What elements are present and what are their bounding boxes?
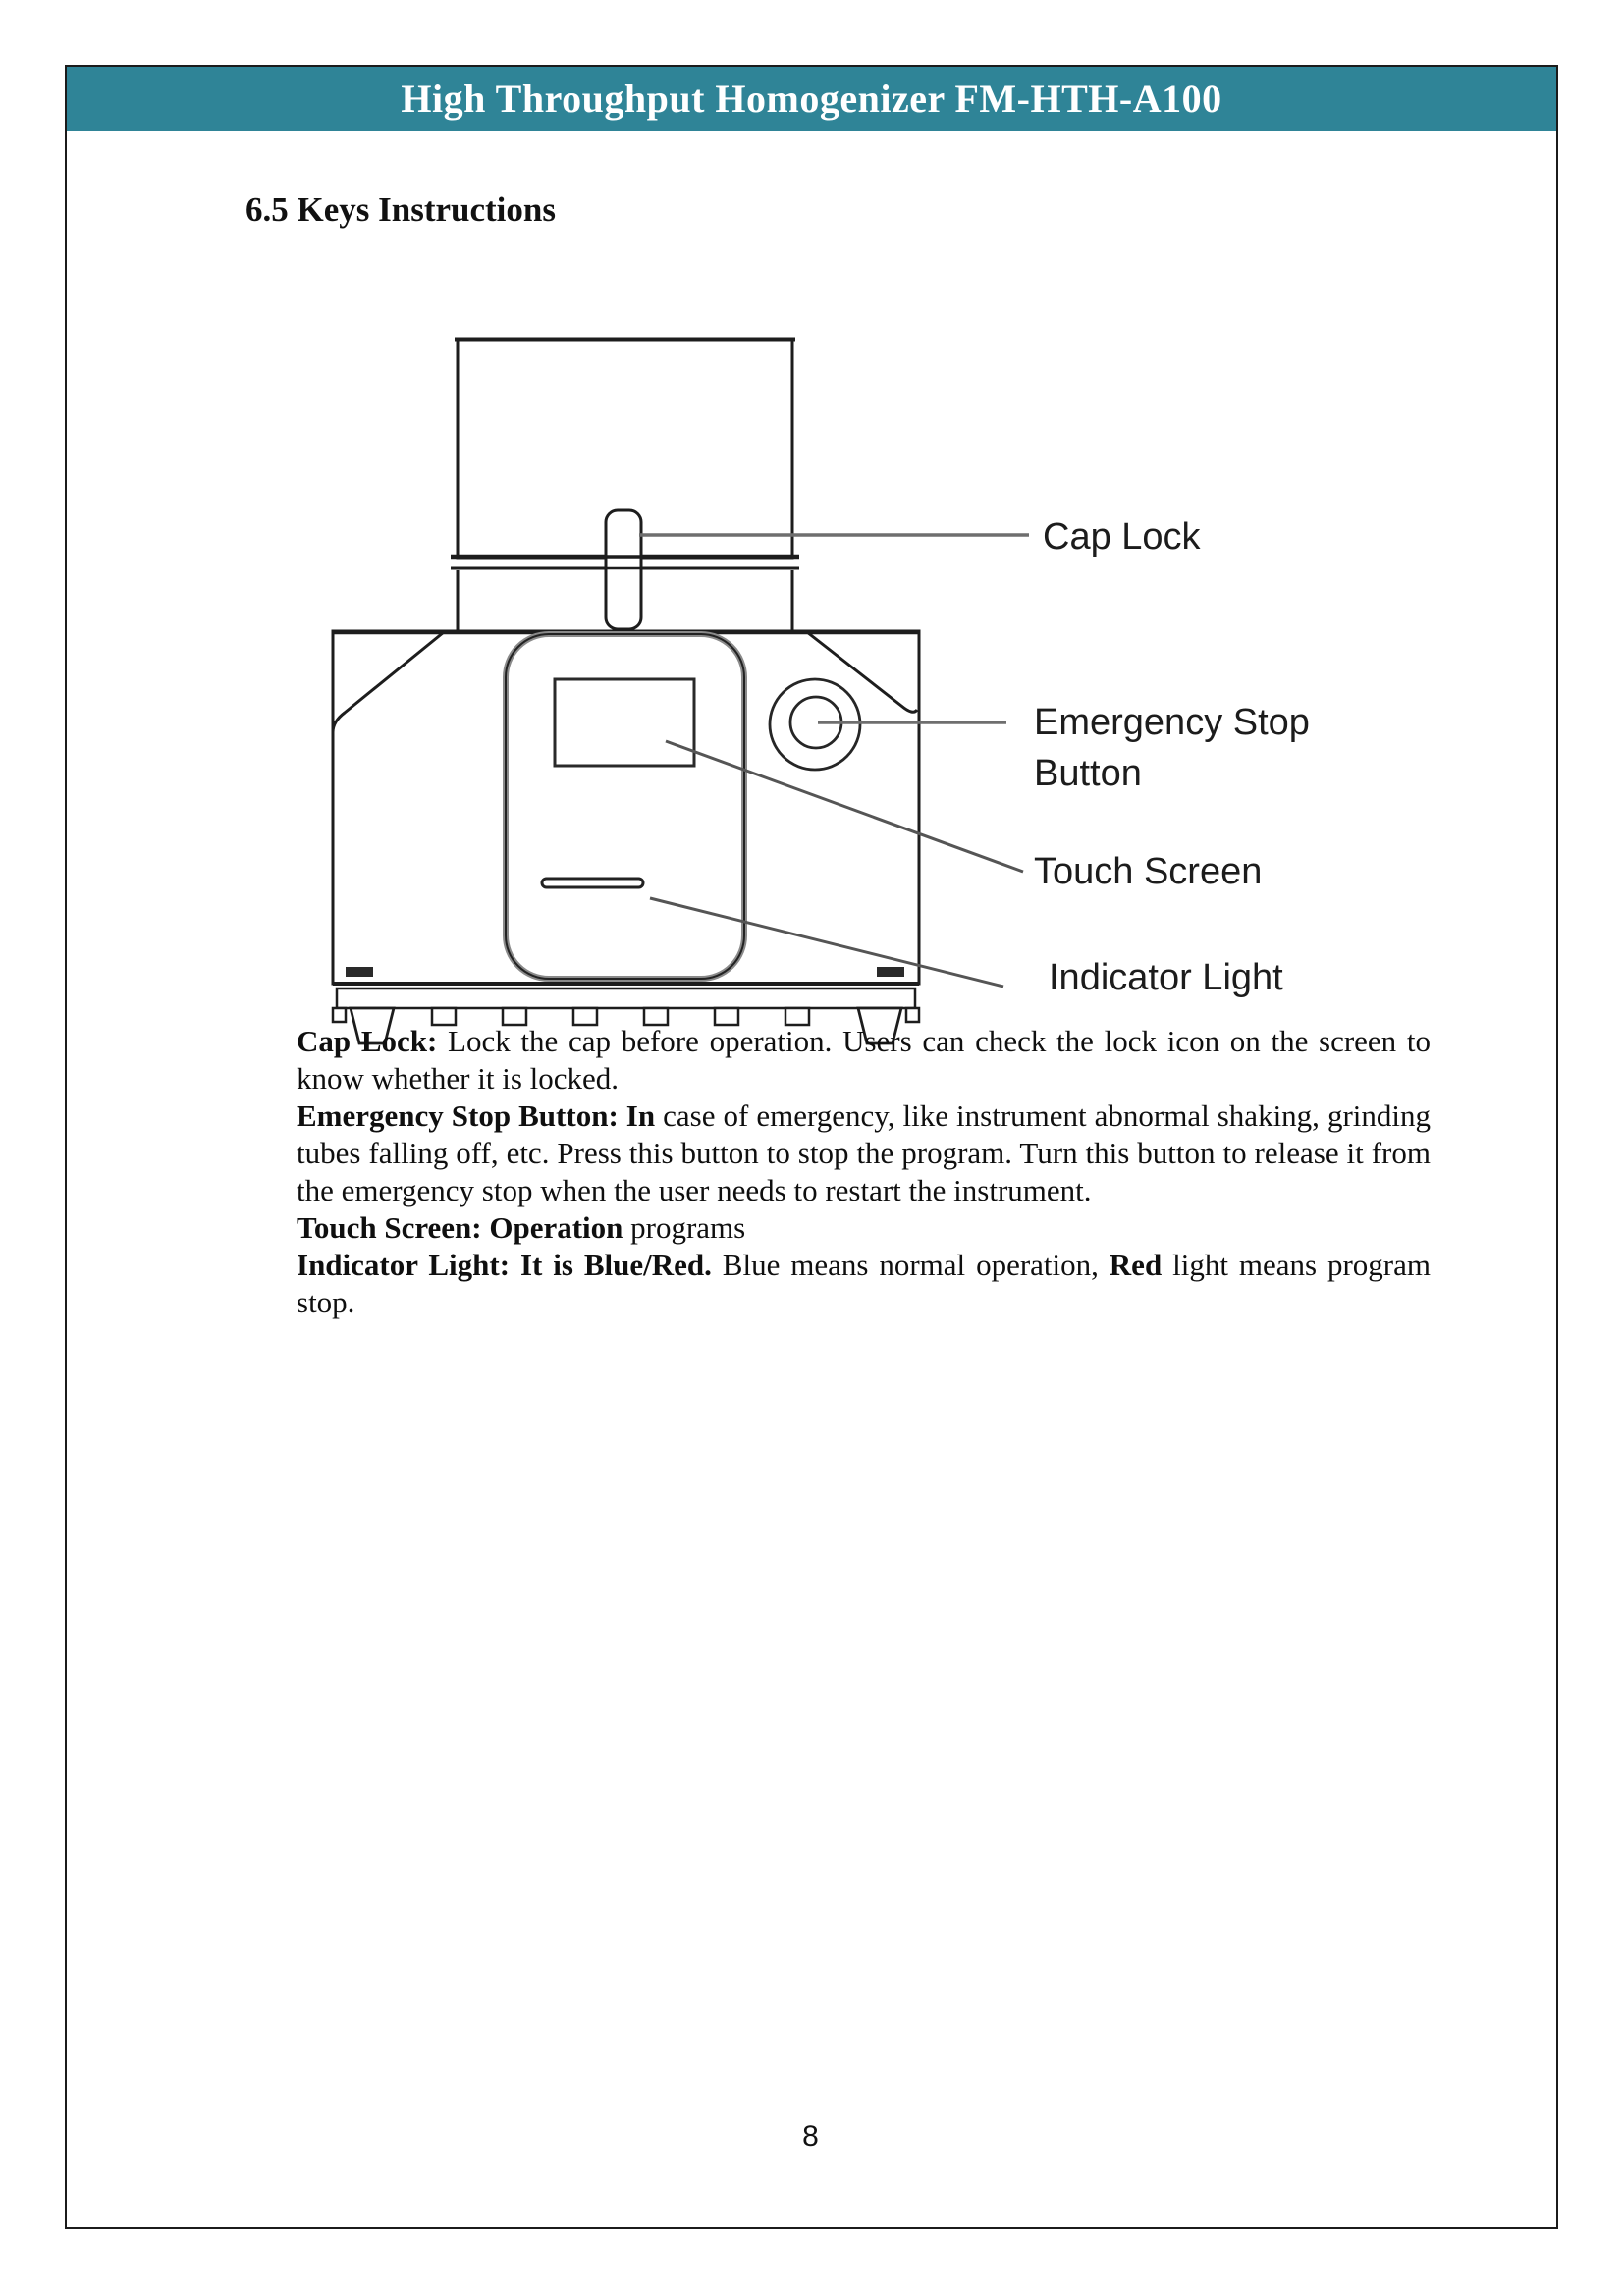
text-run: case of emergency, like instrument abnormal shaking, grinding tubes falling off, etc. Press this button to stop the program. Turn this button to release it from the emergency stop when the user needs to restart the instrument. xyxy=(297,1098,1432,1207)
page-title: High Throughput Homogenizer FM-HTH-A100 xyxy=(401,77,1222,121)
cap-lock-tab xyxy=(606,510,641,629)
paragraph xyxy=(297,1209,1431,1247)
text-run: Touch Screen: Operation xyxy=(297,1210,631,1245)
emergency-stop-button-circle xyxy=(770,679,860,770)
section-heading: 6.5 Keys Instructions xyxy=(245,190,556,229)
paragraph xyxy=(297,1023,1431,1097)
emergency-stop-label xyxy=(1034,697,1310,799)
text-run: Red xyxy=(1109,1248,1163,1282)
header-bar xyxy=(67,67,1556,131)
text-run: programs xyxy=(630,1210,746,1245)
indicator-light-label: Indicator Light xyxy=(1049,957,1283,998)
text-run: Indicator Light: It is Blue/Red. xyxy=(297,1248,723,1282)
text-run: Lock the cap before operation. Users can check the lock icon on the screen to know whether it is locked. xyxy=(297,1024,1431,1095)
cap-lock-label: Cap Lock xyxy=(1043,516,1201,558)
page-number: 8 xyxy=(802,2120,819,2153)
touch-screen-label: Touch Screen xyxy=(1034,851,1263,892)
body-text-block xyxy=(297,1023,1431,1321)
paragraph xyxy=(297,1247,1431,1321)
touch-screen-rect xyxy=(555,679,694,766)
homogenizer-diagram xyxy=(0,324,1624,1070)
paragraph xyxy=(297,1097,1431,1209)
indicator-light-slot xyxy=(542,879,643,887)
text-run: light means program stop. xyxy=(297,1248,1431,1319)
text-run: Emergency Stop Button: In xyxy=(297,1098,664,1133)
emergency-stop-label-line1: Emergency Stop xyxy=(1034,702,1310,743)
text-run: Cap Lock: xyxy=(297,1024,449,1058)
emergency-stop-label-line2: Button xyxy=(1034,753,1142,794)
text-run: Blue means normal operation, xyxy=(722,1248,1110,1282)
